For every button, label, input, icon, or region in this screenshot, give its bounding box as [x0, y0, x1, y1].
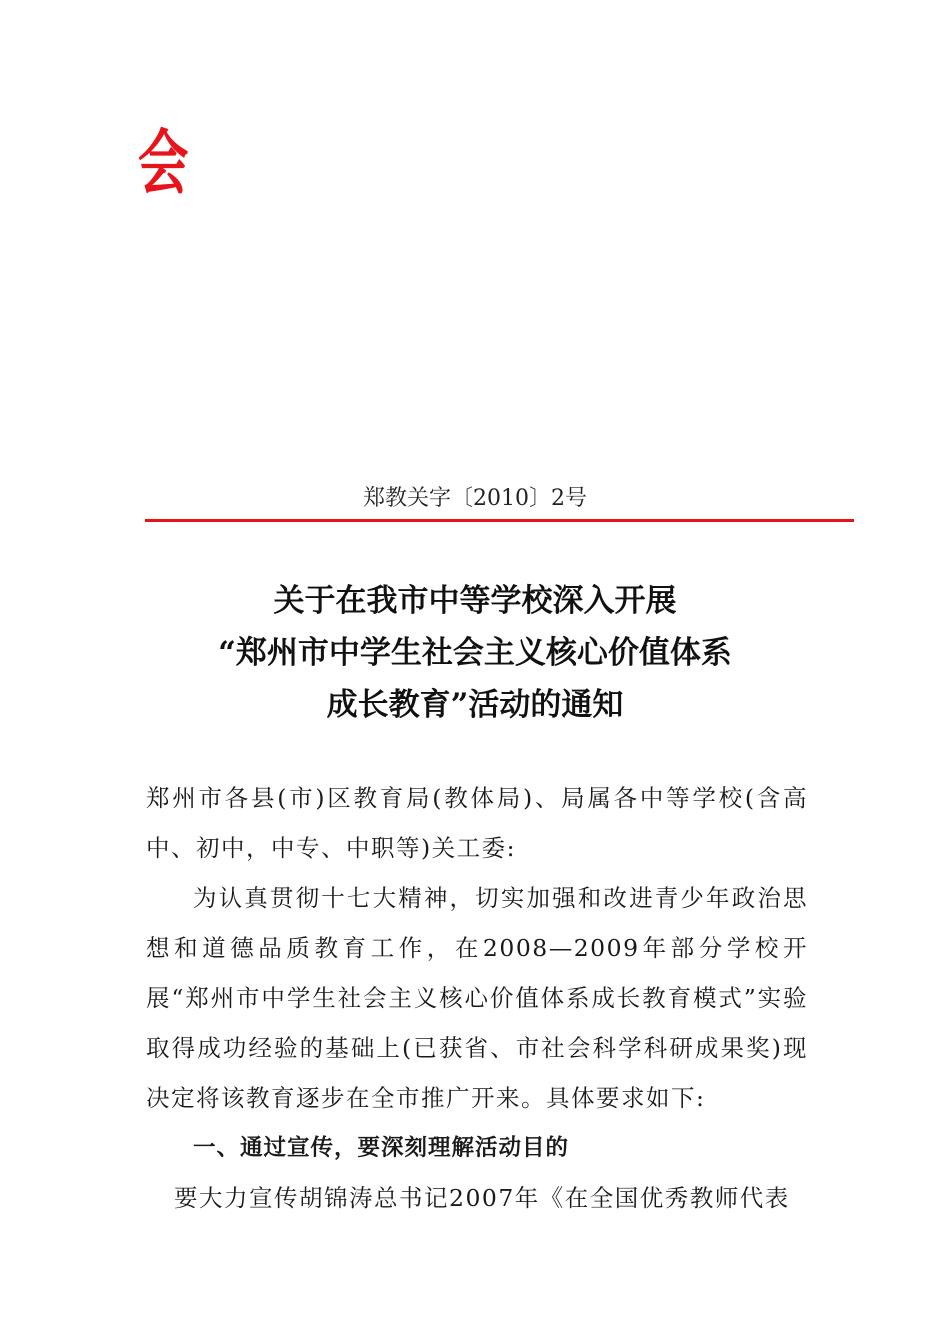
red-divider-line [145, 519, 854, 522]
title-line-2: “郑州市中学生社会主义核心价值体系 [218, 635, 732, 671]
salutation: 郑州市各县(市)区教育局(教体局)、局属各中等学校(含高中、初中，中专、中职等)关工委: [146, 784, 808, 862]
section-heading-1: 一、通过宣传，要深刻理解活动目的 [193, 1135, 570, 1161]
document-body [146, 773, 808, 1223]
title-line-3: 成长教育”活动的通知 [326, 687, 624, 723]
document-title [0, 575, 950, 731]
document-number: 郑教关字〔2010〕2号 [363, 486, 587, 511]
paragraph-intro: 为认真贯彻十七大精神，切实加强和改进青少年政治思想和道德品质教育工作，在2008—2009年部分学校开展“郑州市中学生社会主义核心价值体系成长教育模式”实验取得成功经验的基础上(已获省、市社会科学科研成果奖)现决定将该教育逐步在全市推广开来。具体要求如下: [146, 884, 808, 1112]
title-line-1: 关于在我市中等学校深入开展 [273, 583, 677, 619]
paragraph-section-1: 要大力宣传胡锦涛总书记2007年《在全国优秀教师代表 [174, 1184, 790, 1212]
issuing-organization-header: 会 [138, 121, 185, 204]
